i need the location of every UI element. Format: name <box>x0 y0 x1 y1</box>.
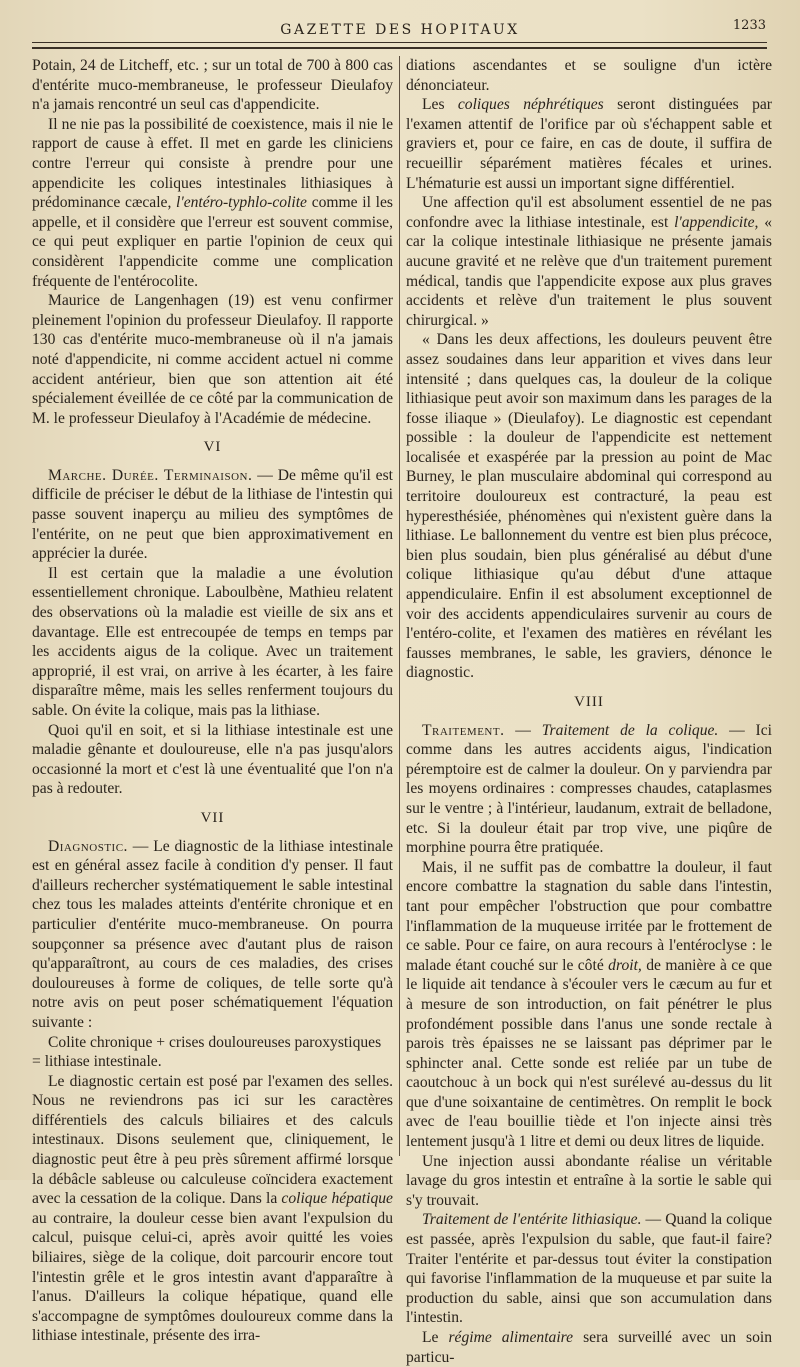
section-number-vii: VII <box>200 809 225 826</box>
section-heading: Diagnostic. <box>48 837 128 855</box>
section-heading: Traitement. <box>422 721 505 739</box>
right-column <box>406 56 773 1366</box>
paragraph: « Dans les deux affections, les douleurs peuvent être assez soudaines dans leur apparition et vives dans leur intensité ; dans quelques cas, la douleur de la colique lithiasique peut avoir son maximum dans les parages de la fosse iliaque » (Dieulafoy). Le diagnostic est cependant possible : la douleur de l'appendicite est nettement localisée et exaspérée par la pression au point de Mac Burney, le plan musculaire abdominal qui correspond au territoire douloureux est contracturé, la peau est hyperesthésiée, phénomènes qui n'existent guère dans la lithiase. Le ballonnement du ventre est bien plus précoce, bien plus soudain, bien plus généralisé au début d'une colique lithiasique qu'au début d'une attaque appendiculaire. Enfin il est absolument exceptionnel de voir des accidents appendiculaires survenir au cours de l'entéro-colite, et l'examen des matières en révélant les fausses membranes, le sable, les graviers, dénonce le diagnostic. <box>406 331 772 682</box>
paragraph: Quoi qu'il en soit, et si la lithiase intestinale est une maladie gênante et douloureuse, elle n'a pas jusqu'alors occasionné la mort et c'est là une éventualité que l'on n'a pas à redouter. <box>32 721 393 798</box>
paragraph: Mais, il ne suffit pas de combattre la douleur, il faut encore combattre la stagnation du sable dans l'intestin, tant pour empêcher l'obstruction que pour combattre l'inflammation de la muqueuse irritée par le frottement de ce sable. Pour ce faire, on aura recours à l'entéroclyse : le malade étant couché sur le côté droit, de manière à ce que le liquide ait tendance à s'écouler vers le cæcum au fur et à mesure de son introduction, on fait pénétrer le plus profondément possible dans l'anus une sonde rectale à parois très épaisses ne se laissant pas déprimer par le sphincter anal. Cette sonde est reliée par un tube de caoutchouc à un bock qui n'est surélevé au-dessus du lit que d'une soixantaine de centimètres. On remplit le bock avec de l'eau bouillie tiède et l'on injecte ainsi très lentement jusqu'à 1 litre et demi ou deux litres de liquide. <box>406 858 773 1151</box>
paragraph: Il ne nie pas la possibilité de coexistence, mais il nie le rapport de cause à effet. Il met en garde les cliniciens contre l'erreur qui consiste à prendre pour une appendicite les coliques intestinales lithiasiques à prédominance cæcale, l'entéro-typhlo-colite comme il les appelle, et il considère que l'erreur est souvent commise, ce qui peut expliquer en partie l'opinion de ceux qui considèrent l'appendicite comme une complication fréquente de l'entérocolite. <box>32 115 393 290</box>
paragraph: Maurice de Langenhagen (19) est venu confirmer pleinement l'opinion du professeur Dieulafoy. Il rapporte 130 cas d'entérite muco-membraneuse où il n'a jamais noté d'appendicite, ni comme accident actuel ni comme accident antérieur, bien que son attention ait été spécialement éveillée de ce côté par la communication de M. le professeur Dieulafoy à l'Académie de médecine. <box>32 292 393 427</box>
paragraph: Traitement de l'entérite lithiasique. — Quand la colique est passée, après l'expulsion du sable, que faut-il faire? Traiter l'entérite et par-dessus tout éviter la constipation qui favorise l'inflammation de la muqueuse et par suite la production du sable, ainsi que son accumulation dans l'intestin. <box>406 1211 773 1327</box>
left-column <box>32 56 394 1345</box>
running-head <box>0 18 800 42</box>
emphasis: l'entéro-typhlo-colite <box>176 194 307 212</box>
section-number-viii: VIII <box>574 694 604 710</box>
emphasis: droit, <box>608 956 642 974</box>
section-number-vi: VI <box>203 439 222 456</box>
emphasis: Traitement de la colique. <box>541 721 719 739</box>
emphasis: l'appendicite, <box>674 213 759 231</box>
emphasis: colique hépatique <box>281 1190 393 1208</box>
paragraph: Marche. Durée. Terminaison. — De même qu'il est difficile de préciser le début de la lithiase de l'intestin qui passe souvent inaperçu au milieu des symptômes de l'entérite, on ne peut que bien approximativement en apprécier la durée. <box>32 466 393 563</box>
paragraph: Traitement. — Traitement de la colique. — Ici comme dans les autres accidents aigus, l'indication péremptoire est de calmer la douleur. On y parviendra par les moyens ordinaires : compresses chaudes, cataplasmes sur le ventre ; à l'intérieur, laudanum, extrait de belladone, etc. Si la douleur était par trop vive, une piqûre de morphine pourra être pratiquée. <box>406 721 772 857</box>
equation: Colite chronique + crises douloureuses paroxystiques = lithiase intestinale. <box>32 1033 382 1071</box>
emphasis: coliques néphrétiques <box>457 96 604 114</box>
paragraph: diations ascendantes et se souligne d'un ictère dénonciateur. <box>406 57 772 94</box>
page-number: 1233 <box>732 18 766 33</box>
column-divider <box>399 56 400 1156</box>
header-rule-thin <box>32 42 767 43</box>
paragraph: Les coliques néphrétiques seront distinguées par l'examen attentif de l'orifice par où s'échappent sable et graviers et, pour ce faire, en cas de doute, il suffira de recueillir séparément matières fécales et urines. L'hématurie est aussi un important signe différentiel. <box>406 96 772 192</box>
header-rule-thick <box>32 47 767 49</box>
section-heading: Marche. Durée. Terminaison. <box>48 466 253 484</box>
emphasis: Traitement de l'entérite lithiasique. <box>422 1211 642 1229</box>
running-title: GAZETTE DES HOPITAUX <box>280 22 520 38</box>
paragraph: Il est certain que la maladie a une évolution essentiellement chronique. Laboulbène, Mathieu relatent des observations où la maladie est vieille de six ans et davantage. Elle est entrecoupée de temps en temps par les accidents aigus de la colique. Avec un traitement approprié, il est vrai, on arrive à les écarter, à les faire disparaître même, mais les selles renferment toujours du sable. On évite la colique, mais pas la lithiase. <box>32 564 393 719</box>
paragraph: Une affection qu'il est absolument essentiel de ne pas confondre avec la lithiase intestinale, est l'appendicite, « car la colique intestinale lithiasique ne présente jamais aucune gravité et ne relève que d'un traitement purement médical, tandis que l'appendicite expose aux plus graves accidents et relève d'un traitement le plus souvent chirurgical. » <box>406 194 772 329</box>
paragraph: Diagnostic. — Le diagnostic de la lithiase intestinale est en général assez facile à condition d'y penser. Il faut d'ailleurs rechercher systématiquement le sable intestinal chez tous les malades atteints d'entérite chronique et en particulier d'entérite muco-membraneuse. On pourra soupçonner sa présence avec d'autant plus de raison qu'apparaîtront, au cours de ces maladies, des crises douloureuses à forme de coliques, de telle sorte qu'à notre avis on peut poser schématiquement l'équation suivante : <box>32 837 394 1031</box>
paragraph: Potain, 24 de Litcheff, etc. ; sur un total de 700 à 800 cas d'entérite muco-membraneuse, le professeur Dieulafoy n'a jamais rencontré un seul cas d'appendicite. <box>32 57 393 114</box>
paragraph: Le régime alimentaire sera surveillé avec un soin particu- <box>406 1329 773 1366</box>
paragraph: Une injection aussi abondante réalise un véritable lavage du gros intestin et entraîne à la sortie le sable qui s'y trouvait. <box>406 1152 772 1209</box>
paragraph: Le diagnostic certain est posé par l'examen des selles. Nous ne reviendrons pas ici sur les caractères différentiels des calculs biliaires et des calculs intestinaux. Disons seulement que, cliniquement, le diagnostic peut être à peu près sûrement affirmé lorsque la débâcle sableuse ou calculeuse coïncidera exactement avec la cessation de la colique. Dans la colique hépatique au contraire, la douleur cesse bien avant l'expulsion du calcul, puisque celui-ci, après avoir quitté les voies biliaires, siège de la colique, doit parcourir encore tout l'intestin grêle et le gros intestin avant d'apparaître à l'anus. D'ailleurs la colique hépatique, quand elle s'accompagne de symptômes douloureux comme dans la lithiase intestinale, présente des irra- <box>32 1072 393 1345</box>
emphasis: régime alimentaire <box>448 1329 574 1346</box>
